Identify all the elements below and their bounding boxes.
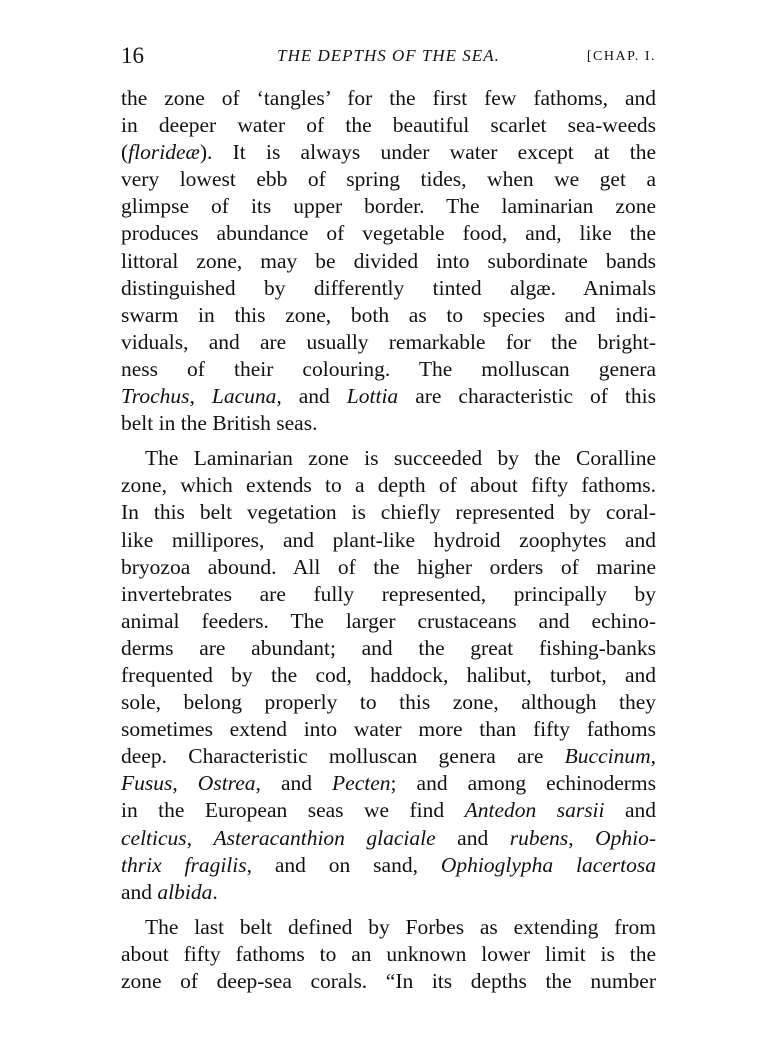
text-line: in deeper water of the beautiful scarlet sea-weeds bbox=[121, 113, 656, 138]
text-line: (florideæ). It is always under water except at the bbox=[121, 140, 656, 165]
paragraph bbox=[121, 85, 656, 437]
paragraph bbox=[121, 914, 656, 995]
text-line: and albida. bbox=[121, 879, 218, 904]
text-line: sole, belong properly to this zone, although they bbox=[121, 690, 656, 715]
text-line: invertebrates are fully represented, principally by bbox=[121, 581, 656, 606]
text-line: very lowest ebb of spring tides, when we get a bbox=[121, 167, 656, 192]
text-line: viduals, and are usually remarkable for the bright- bbox=[121, 329, 656, 354]
running-head bbox=[121, 40, 656, 72]
text-line: Trochus, Lacuna, and Lottia are characteristic of this bbox=[121, 384, 656, 409]
text-line: celticus, Asteracanthion glaciale and rubens, Ophio- bbox=[121, 825, 656, 850]
text-line: In this belt vegetation is chiefly represented by coral- bbox=[121, 500, 656, 525]
text-line: swarm in this zone, both as to species and indi- bbox=[121, 302, 656, 327]
text-line: like millipores, and plant-like hydroid zoophytes and bbox=[121, 527, 656, 552]
text-line: thrix fragilis, and on sand, Ophioglypha lacertosa bbox=[121, 852, 656, 877]
text-line: produces abundance of vegetable food, and, like the bbox=[121, 221, 656, 246]
text-line: ness of their colouring. The molluscan genera bbox=[121, 356, 656, 381]
text-line: derms are abundant; and the great fishing-banks bbox=[121, 635, 656, 660]
text-line: the zone of ‘tangles’ for the first few fathoms, and bbox=[121, 86, 656, 110]
chapter-marker: [CHAP. I. bbox=[586, 49, 656, 64]
running-title: THE DEPTHS OF THE SEA. bbox=[277, 46, 500, 65]
body-text bbox=[121, 85, 656, 995]
text-line: The Laminarian zone is succeeded by the Coralline bbox=[145, 446, 656, 471]
text-line: deep. Characteristic molluscan genera are Buccinum, bbox=[121, 744, 656, 769]
text-line: in the European seas we find Antedon sarsii and bbox=[121, 798, 656, 823]
text-line: The last belt defined by Forbes as extending from bbox=[145, 914, 656, 939]
text-line: zone, which extends to a depth of about fifty fathoms. bbox=[121, 473, 656, 498]
text-line: glimpse of its upper border. The laminarian zone bbox=[121, 194, 656, 219]
paragraph-gap bbox=[121, 437, 656, 445]
paragraph bbox=[121, 445, 656, 906]
text-line: animal feeders. The larger crustaceans and echino- bbox=[121, 608, 656, 633]
page-number: 16 bbox=[121, 43, 144, 68]
paragraph-gap bbox=[121, 906, 656, 914]
text-line: belt in the British seas. bbox=[121, 411, 318, 436]
text-line: distinguished by differently tinted algæ. Animals bbox=[121, 275, 656, 300]
text-line: Fusus, Ostrea, and Pecten; and among echinoderms bbox=[121, 771, 656, 796]
text-line: bryozoa abound. All of the higher orders of marine bbox=[121, 554, 656, 579]
text-line: zone of deep-sea corals. “In its depths the number bbox=[121, 969, 656, 993]
text-line: about fifty fathoms to an unknown lower limit is the bbox=[121, 941, 656, 966]
text-line: sometimes extend into water more than fifty fathoms bbox=[121, 717, 656, 742]
text-line: littoral zone, may be divided into subordinate bands bbox=[121, 248, 656, 273]
text-line: frequented by the cod, haddock, halibut, turbot, and bbox=[121, 662, 656, 687]
